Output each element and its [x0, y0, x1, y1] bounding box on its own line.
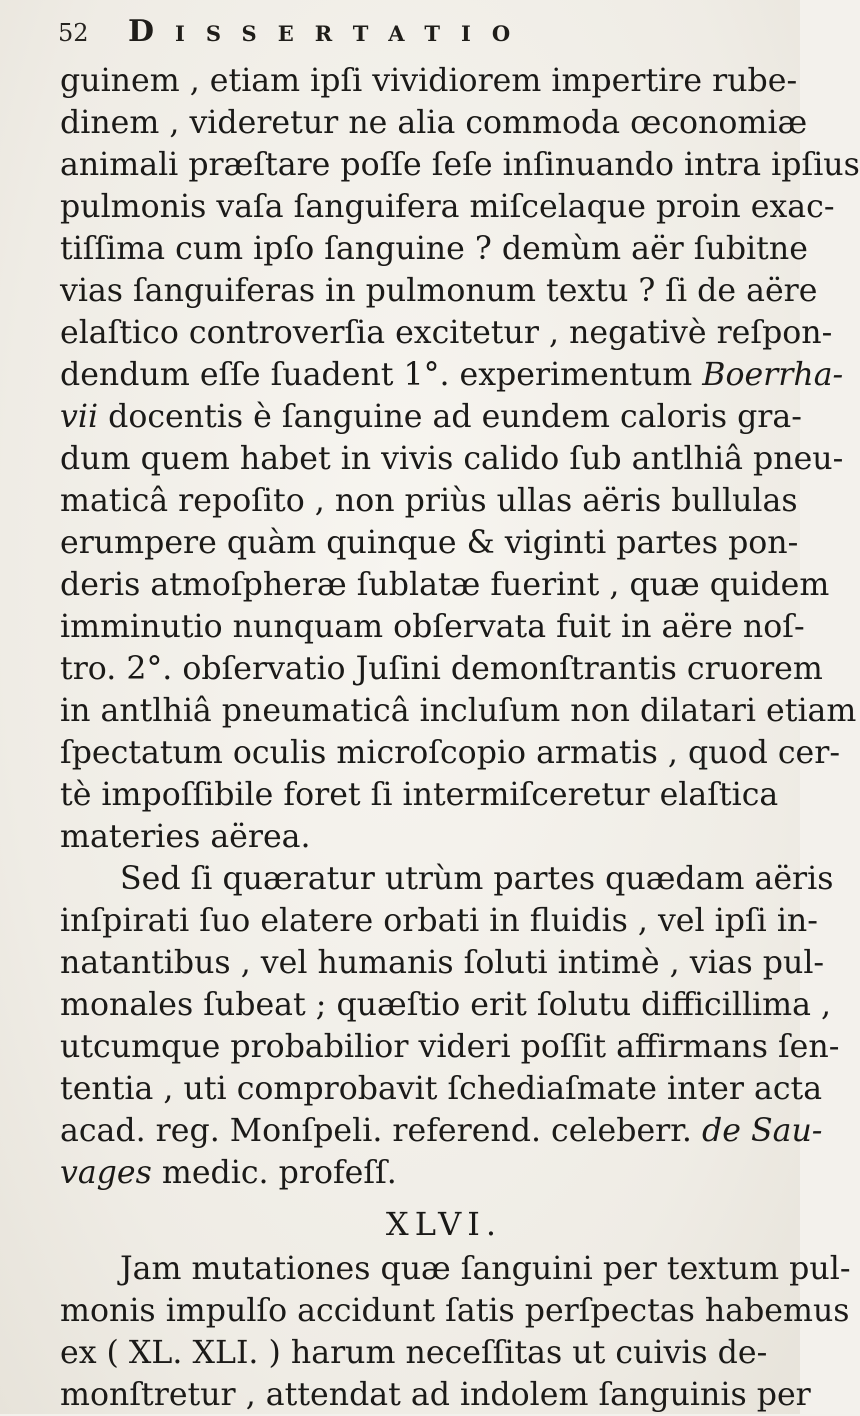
text-line: natantibus , vel humanis ſoluti intimè , vias pul- [60, 945, 825, 981]
text-line: deris atmoſpheræ ſublatæ fuerint , quæ quidem [60, 567, 830, 603]
text-line: utcumque probabilior videri poſſit affirmans ſen- [60, 1029, 840, 1065]
text-line: monis impulſo accidunt ſatis perſpectas habemus [60, 1293, 850, 1329]
text-line: tentia , uti comprobavit ſchediaſmate inter acta [60, 1071, 823, 1107]
italic-name: vii [60, 399, 99, 435]
body-text [60, 60, 860, 1416]
text-line: monſtretur , attendat ad indolem ſanguinis per [60, 1377, 811, 1413]
text-line: guinem , etiam ipſi vividiorem impertire rube- [60, 63, 798, 99]
text-line: Jam mutationes quæ ſanguini per textum pul- [120, 1251, 851, 1287]
text-line: animali præſtare poſſe ſeſe inſinuando intra ipſius [60, 147, 860, 183]
text-line: in antlhiâ pneumaticâ incluſum non dilatari etiam [60, 693, 857, 729]
text-segment: dendum eſſe ſuadent 1°. experimentum [60, 357, 703, 393]
text-line: monales ſubeat ; quæſtio erit ſolutu difficillima , [60, 987, 832, 1023]
running-title: Dissertatio [128, 14, 532, 49]
section-heading: XLVI. [385, 1205, 503, 1243]
text-line: tè impoſſibile foret ſi intermiſceretur elaſtica [60, 777, 779, 813]
text-segment: medic. profeſſ. [151, 1155, 397, 1191]
text-line: tro. 2°. obſervatio Juſini demonſtrantis cruorem [60, 651, 823, 687]
text-line [60, 354, 844, 396]
text-line: elaſtico controverſia excitetur , negativè reſpon- [60, 315, 833, 351]
text-line: dinem , videretur ne alia commoda œconomiæ [60, 105, 808, 141]
page-number: 52 [58, 19, 89, 47]
text-line: erumpere quàm quinque & viginti partes pon- [60, 525, 799, 561]
text-line: ſpectatum oculis microſcopio armatis , quod cer- [60, 735, 841, 771]
text-line [60, 396, 802, 438]
text-line: maticâ repoſito , non priùs ullas aëris bullulas [60, 483, 798, 519]
text-segment: acad. reg. Monſpeli. referend. celeberr. [60, 1113, 702, 1149]
italic-name: de Sau- [702, 1113, 823, 1149]
text-line: dum quem habet in vivis calido ſub antlhiâ pneu- [60, 441, 844, 477]
text-line: vias ſanguiferas in pulmonum textu ? ſi de aëre [60, 273, 818, 309]
text-segment: docentis è ſanguine ad eundem caloris gra- [108, 399, 802, 435]
text-line [60, 1152, 768, 1194]
text-line: Sed ſi quæratur utrùm partes quædam aëris [120, 861, 834, 897]
italic-name: vages [60, 1155, 152, 1191]
page-header [58, 14, 698, 58]
text-line: tiſſima cum ipſo ſanguine ? demùm aër ſubitne [60, 231, 808, 267]
text-line: inſpirati ſuo elatere orbati in fluidis , vel ipſi in- [60, 903, 818, 939]
text-line: ex ( XL. XLI. ) harum neceſſitas ut cuivis de- [60, 1335, 768, 1371]
text-line [60, 1110, 823, 1152]
text-line: materies aërea. [60, 819, 311, 855]
text-line: pulmonis vaſa ſanguifera miſcelaque proin exac- [60, 189, 835, 225]
text-line: imminutio nunquam obſervata fuit in aëre noſ- [60, 609, 805, 645]
italic-name: Boerrha- [702, 357, 844, 393]
